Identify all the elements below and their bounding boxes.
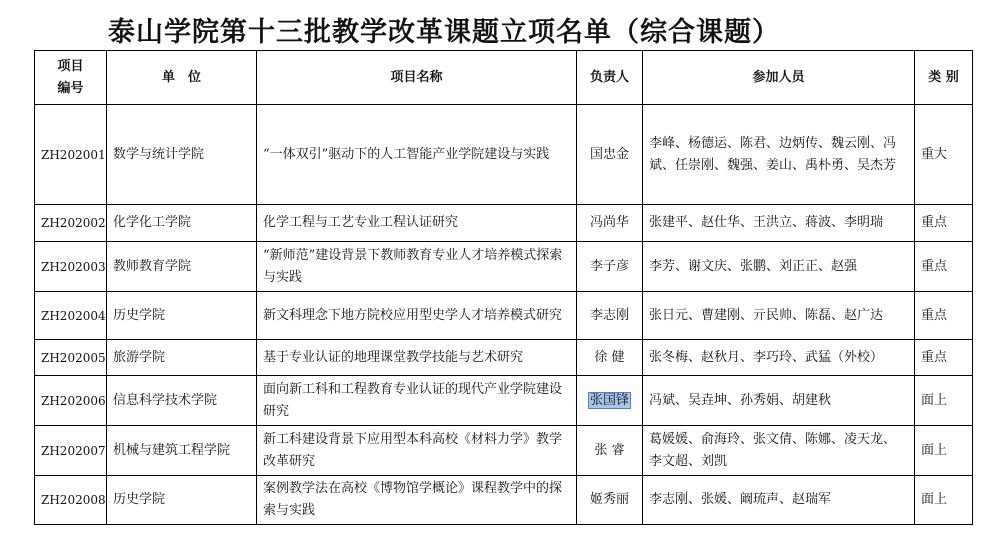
project-name-cell: 面向新工科和工程教育专业认证的现代产业学院建设研究	[257, 376, 577, 426]
unit-cell: 数学与统计学院	[107, 105, 257, 205]
leader-cell: 冯尚华	[577, 205, 643, 242]
project-name-cell: 基于专业认证的地理课堂教学技能与艺术研究	[257, 340, 577, 376]
header-unit: 单 位	[107, 51, 257, 105]
project-code: ZH202002	[35, 205, 107, 242]
project-code: ZH202007	[35, 426, 107, 476]
members-cell: 张日元、曹建刚、亓民帅、陈磊、赵广达	[643, 292, 915, 340]
header-members: 参加人员	[643, 51, 915, 105]
unit-cell: 旅游学院	[107, 340, 257, 376]
project-code: ZH202006	[35, 376, 107, 426]
members-cell: 葛媛媛、俞海玲、张文倩、陈娜、凌天龙、李文超、刘凯	[643, 426, 915, 476]
leader-cell[interactable]	[577, 376, 643, 426]
unit-cell: 教师教育学院	[107, 242, 257, 292]
leader-cell: 国忠金	[577, 105, 643, 205]
page-title: 泰山学院第十三批教学改革课题立项名单（综合课题）	[108, 17, 780, 48]
project-name-cell: “新师范”建设背景下教师教育专业人才培养模式探索与实践	[257, 242, 577, 292]
leader-cell: 李志刚	[577, 292, 643, 340]
members-cell: 张建平、赵仕华、王洪立、蒋波、李明瑞	[643, 205, 915, 242]
project-table	[34, 50, 973, 525]
leader-cell: 李子彦	[577, 242, 643, 292]
project-code: ZH202004	[35, 292, 107, 340]
project-code: ZH202003	[35, 242, 107, 292]
members-cell: 李志刚、张媛、阚琉声、赵瑞军	[643, 476, 915, 525]
type-cell: 重点	[915, 292, 973, 340]
unit-cell: 历史学院	[107, 292, 257, 340]
project-code: ZH202008	[35, 476, 107, 525]
header-code-line1: 项目	[57, 58, 84, 74]
leader-cell: 张 睿	[577, 426, 643, 476]
type-cell: 面上	[915, 376, 973, 426]
members-cell: 李峰、杨德运、陈君、边炳传、魏云刚、冯斌、任崇刚、魏强、姜山、禹朴勇、吴杰芳	[643, 105, 915, 205]
table-row	[35, 242, 973, 292]
header-leader: 负责人	[577, 51, 643, 105]
header-code	[35, 51, 107, 105]
type-cell: 面上	[915, 426, 973, 476]
type-cell: 重点	[915, 205, 973, 242]
table-row	[35, 105, 973, 205]
project-name-cell: 案例教学法在高校《博物馆学概论》课程教学中的探索与实践	[257, 476, 577, 525]
leader-cell: 姬秀丽	[577, 476, 643, 525]
type-cell: 重点	[915, 242, 973, 292]
selected-leader-text[interactable]: 张国锋	[589, 392, 629, 408]
unit-cell: 历史学院	[107, 476, 257, 525]
project-name-cell: 新文科理念下地方院校应用型史学人才培养模式研究	[257, 292, 577, 340]
table-row	[35, 426, 973, 476]
project-code: ZH202005	[35, 340, 107, 376]
project-name-cell: “一体双引”驱动下的人工智能产业学院建设与实践	[257, 105, 577, 205]
leader-cell: 徐 健	[577, 340, 643, 376]
unit-cell: 信息科学技术学院	[107, 376, 257, 426]
header-type: 类 别	[915, 51, 973, 105]
table-row	[35, 205, 973, 242]
unit-cell: 机械与建筑工程学院	[107, 426, 257, 476]
type-cell: 面上	[915, 476, 973, 525]
table-row	[35, 292, 973, 340]
project-name-cell: 化学工程与工艺专业工程认证研究	[257, 205, 577, 242]
unit-cell: 化学化工学院	[107, 205, 257, 242]
table-header-row	[35, 51, 973, 105]
members-cell: 冯斌、吴垚坤、孙秀娟、胡建秋	[643, 376, 915, 426]
members-cell: 李芳、谢文庆、张鹏、刘正正、赵强	[643, 242, 915, 292]
type-cell: 重大	[915, 105, 973, 205]
header-code-line2: 编号	[57, 80, 84, 96]
table-row	[35, 340, 973, 376]
type-cell: 重点	[915, 340, 973, 376]
project-name-cell: 新工科建设背景下应用型本科高校《材料力学》教学改革研究	[257, 426, 577, 476]
members-cell: 张冬梅、赵秋月、李巧玲、武猛（外校）	[643, 340, 915, 376]
header-project-name: 项目名称	[257, 51, 577, 105]
table-row	[35, 476, 973, 525]
table-row	[35, 376, 973, 426]
project-code: ZH202001	[35, 105, 107, 205]
